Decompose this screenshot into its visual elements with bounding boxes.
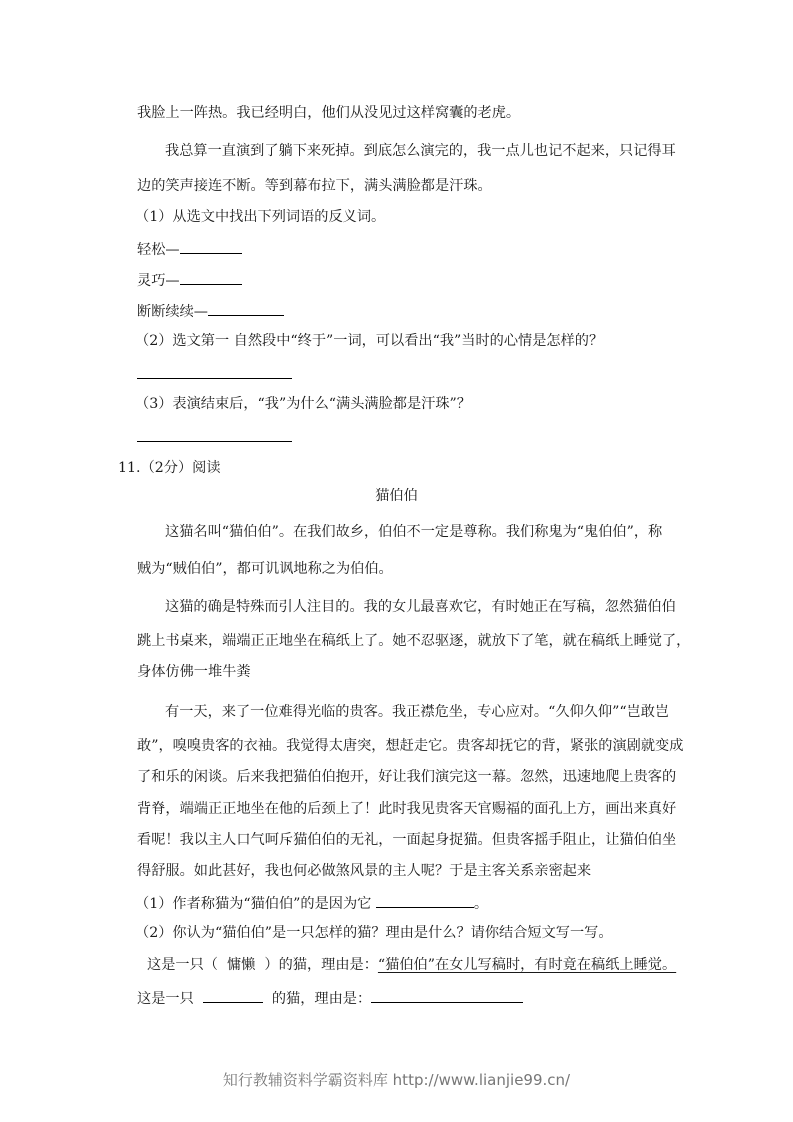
passage-line: 背脊，端端正正地坐在他的后颈上了！此时我见贵客天官赐福的面孔上方，画出来真好 — [137, 801, 677, 817]
antonym-item — [137, 269, 242, 291]
blank-prefix: 这是一只 — [137, 991, 194, 1007]
q11-header: 11.（2分）阅读 — [118, 460, 221, 476]
example-prefix: 这是一只（ — [147, 957, 218, 973]
antonym-item — [137, 238, 242, 260]
example-mid: ）的猫，理由是： — [264, 957, 378, 973]
passage-line: 了和乐的闲谈。后来我把猫伯伯抱开，好让我们演完这一幕。忽然，迅速地爬上贵客的 — [137, 769, 677, 785]
passage-line: 边的笑声接连不断。等到幕布拉下，满头满脸都是汗珠。 — [137, 178, 492, 194]
passage-line: 身体仿佛一堆牛粪 — [137, 664, 251, 680]
answer-line[interactable] — [137, 441, 292, 442]
answer-blank[interactable] — [208, 300, 284, 316]
footer-watermark: 知行教辅资料学霸资料库 http://www.lianjie99.cn/ — [222, 1071, 571, 1089]
passage-line: 这猫名叫“猫伯伯”。在我们故乡，伯伯不一定是尊称。我们称鬼为“鬼伯伯”，称 — [165, 524, 663, 540]
answer-blank[interactable] — [180, 269, 242, 285]
passage-line: 我总算一直演到了躺下来死掉。到底怎么演完的，我一点儿也记不起来，只记得耳 — [165, 143, 676, 159]
example-answer — [147, 955, 676, 975]
q10-sub3: （3）表演结束后，“我”为什么“满头满脸都是汗珠”？ — [135, 396, 471, 412]
answer-blank[interactable] — [203, 987, 263, 1003]
passage-title: 猫伯伯 — [375, 488, 418, 504]
antonym-item — [137, 300, 284, 322]
q11-sub1 — [135, 892, 488, 914]
answer-blank[interactable] — [376, 892, 474, 908]
passage-line: 跳上书桌来，端端正正地坐在稿纸上了。她不忍驱逐，就放下了笔，就在稿纸上睡觉了， — [137, 633, 691, 649]
example-word: 慵懒 — [226, 957, 256, 973]
passage-line: 敢”，嗅嗅贵客的衣袖。我觉得太唐突，想赶走它。贵客却抚它的背，紧张的演剧就变成 — [137, 738, 684, 754]
question-text: （1）作者称猫为“猫伯伯”的是因为它 — [135, 896, 372, 912]
passage-line: 我脸上一阵热。我已经明白，他们从没见过这样窝囊的老虎。 — [137, 105, 521, 121]
antonym-word: 断断续续— — [137, 304, 208, 320]
passage-line: 得舒服。如此甚好，我也何必做煞风景的主人呢？于是主客关系亲密起来 — [137, 863, 592, 879]
answer-blank[interactable] — [371, 987, 523, 1003]
passage-line: 看呢！我以主人口气呵斥猫伯伯的无礼，一面起身捉猫。但贵客摇手阻止，让猫伯伯坐 — [137, 832, 677, 848]
q10-sub1: （1）从选文中找出下列词语的反义词。 — [135, 209, 386, 225]
passage-line: 有一天，来了一位难得光临的贵客。我正襟危坐，专心应对。“久仰久仰”“岂敢岂 — [165, 704, 670, 720]
passage-line: 贼为“贼伯伯”，都可讥讽地称之为伯伯。 — [137, 561, 393, 577]
q10-sub2: （2）选文第一 自然段中“终于”一词，可以看出“我”当时的心情是怎样的？ — [135, 333, 604, 349]
antonym-word: 灵巧— — [137, 273, 180, 289]
antonym-word: 轻松— — [137, 242, 180, 258]
example-reason: “猫伯伯”在女儿写稿时，有时竟在稿纸上睡觉。 — [377, 957, 677, 973]
blank-mid: 的猫，理由是： — [271, 991, 372, 1007]
period: 。 — [473, 896, 489, 912]
passage-line: 这猫的确是特殊而引人注目的。我的女儿最喜欢它，有时她正在写稿，忽然猫伯伯 — [165, 599, 676, 615]
q11-sub2: （2）你认为“猫伯伯”是一只怎样的猫？理由是什么？请你结合短文写一写。 — [135, 925, 613, 941]
answer-line[interactable] — [137, 378, 292, 379]
answer-blank[interactable] — [180, 238, 242, 254]
answer-line-row — [137, 987, 523, 1009]
